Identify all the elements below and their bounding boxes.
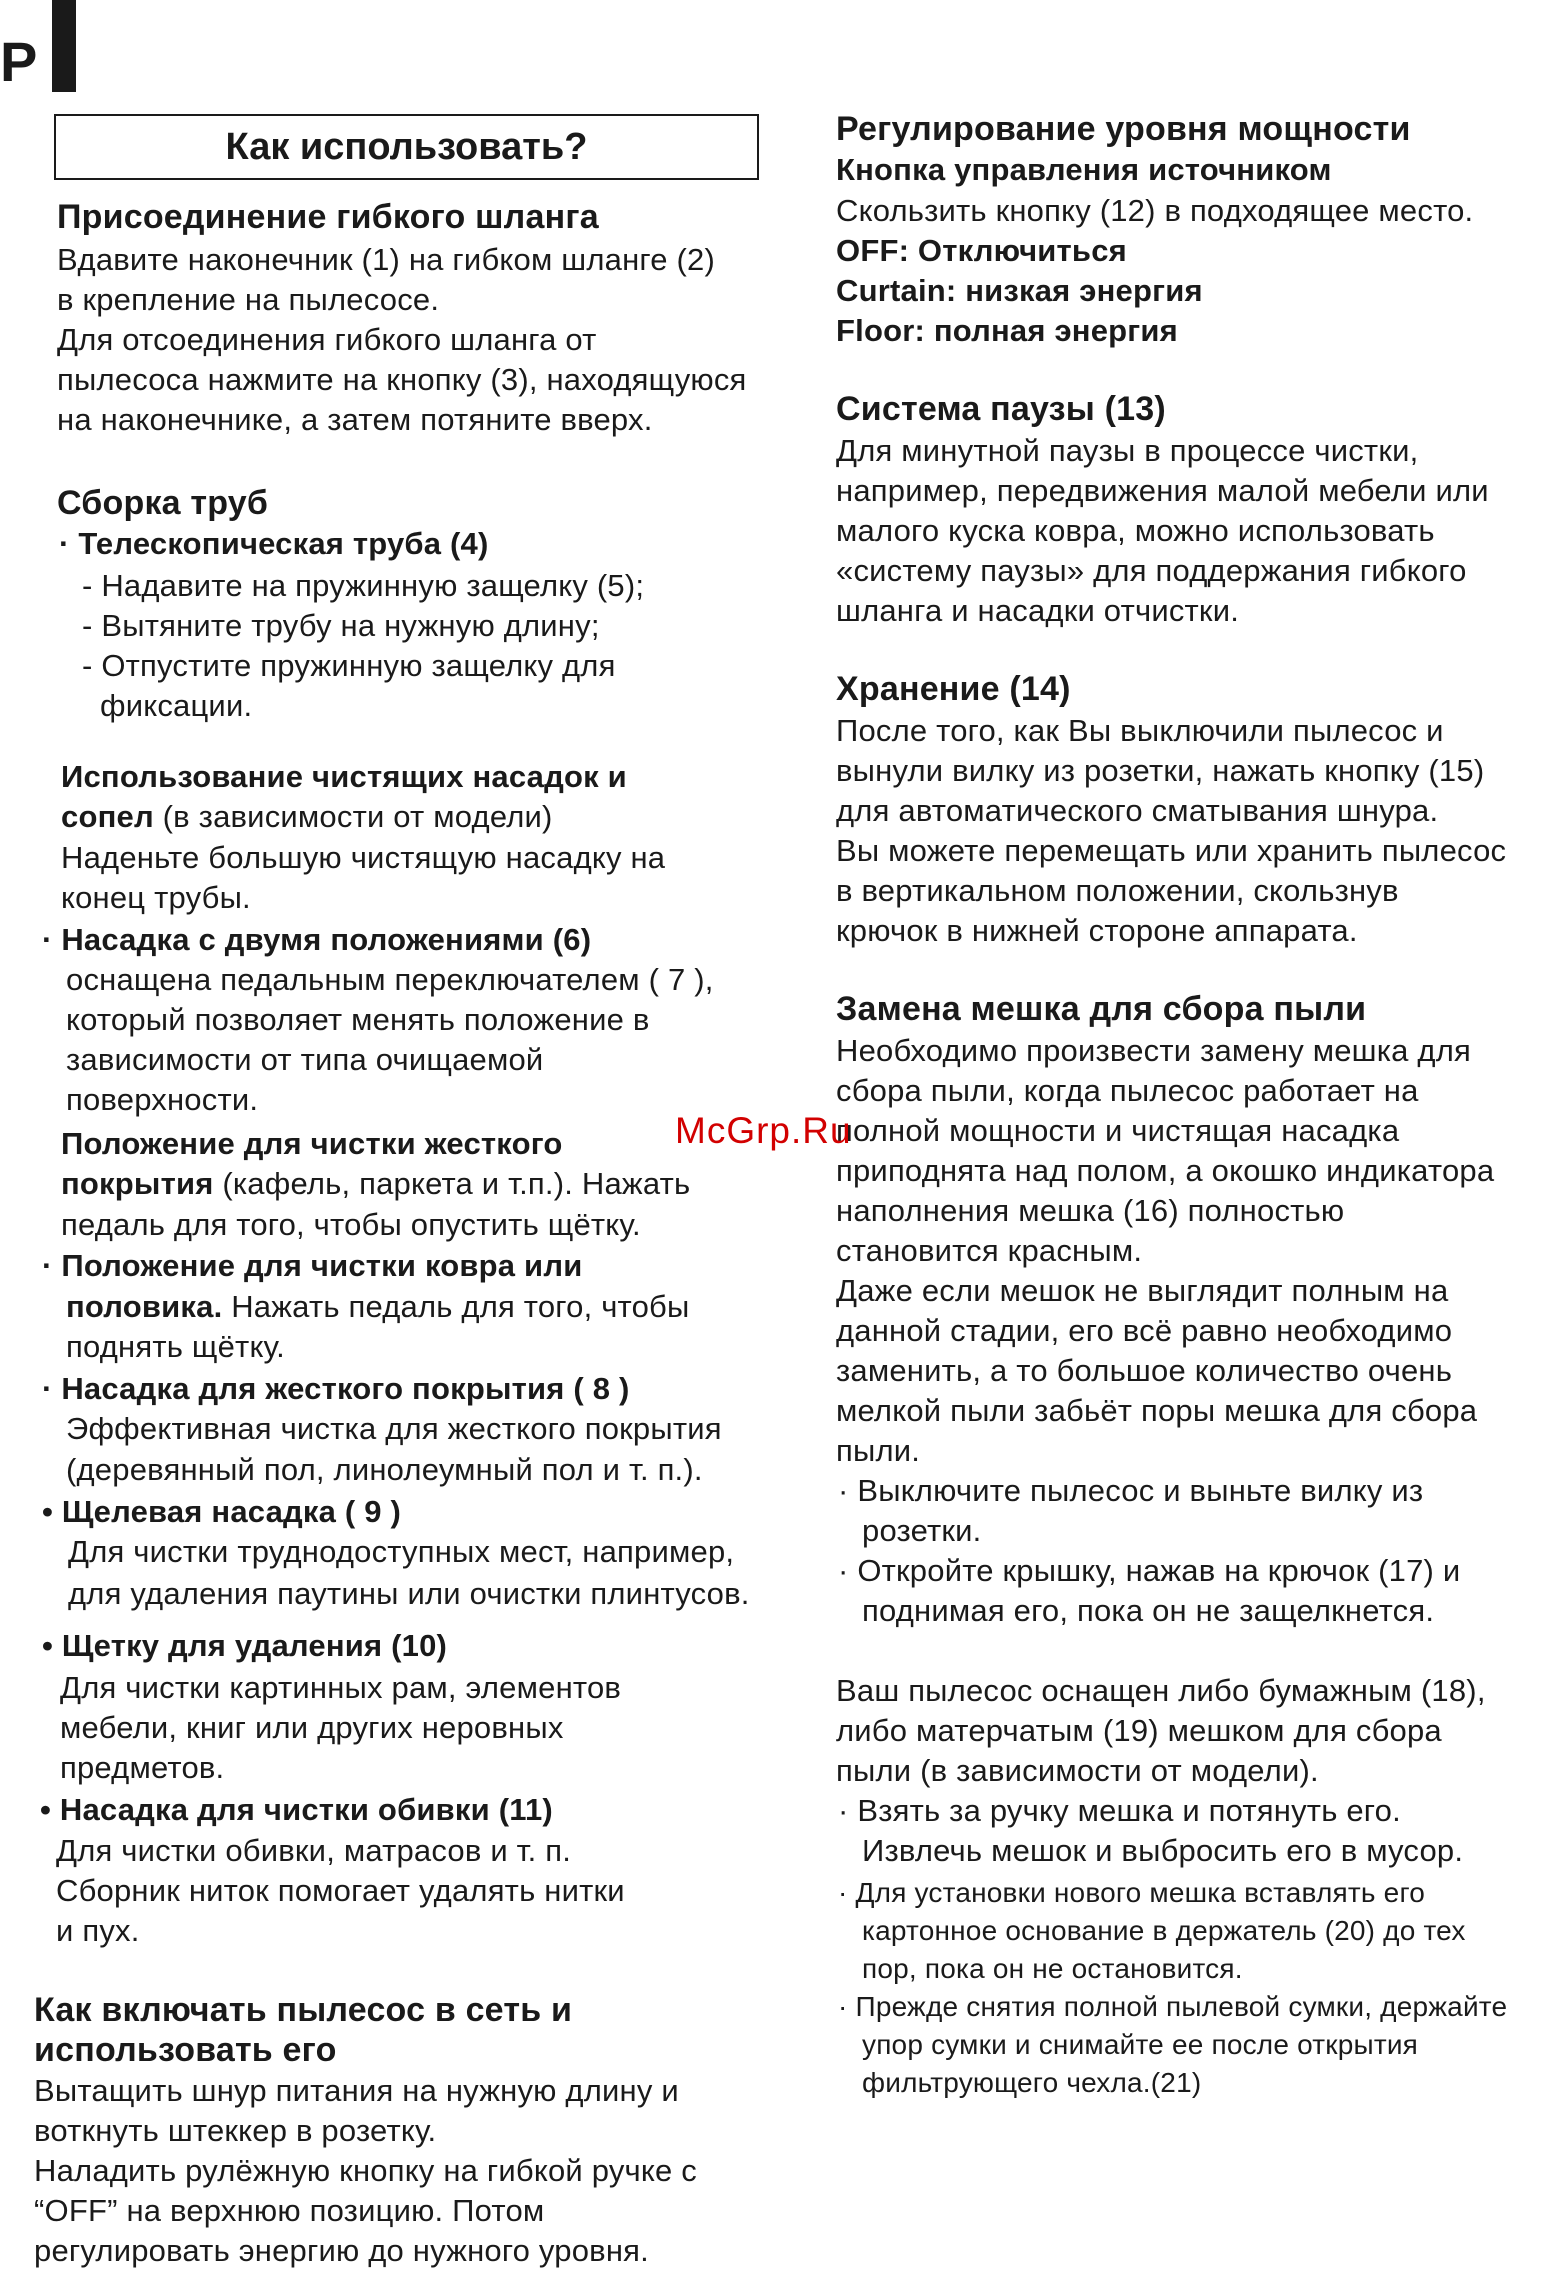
nozzles-heading-line: [61, 797, 553, 837]
power-on-line: регулировать энергию до нужного уровня.: [34, 2233, 649, 2268]
pause-line: малого куска ковра, можно использовать: [836, 513, 1435, 548]
bag-line: данной стадии, его всё равно необходимо: [836, 1313, 1453, 1348]
bag-line: Необходимо произвести замену мешка для: [836, 1033, 1471, 1068]
hard-floor-position-text: педаль для того, чтобы опустить щётку.: [61, 1207, 641, 1242]
bag-bullet: · Откройте крышку, нажав на крючок (17) и: [838, 1553, 1461, 1588]
bag-bullet: · Выключите пылесос и выньте вилку из: [838, 1473, 1424, 1508]
pause-line: «систему паузы» для поддержания гибкого: [836, 553, 1467, 588]
power-level-heading: Регулирование уровня мощности: [836, 110, 1411, 148]
bag-line: сбора пыли, когда пылесос работает на: [836, 1073, 1419, 1108]
bag-type-bullet: · Прежде снятия полной пылевой сумки, держайте: [838, 1991, 1508, 2022]
power-on-line: “OFF” на верхнюю позицию. Потом: [34, 2193, 545, 2228]
bag-type-bullet: · Взять за ручку мешка и потянуть его.: [838, 1793, 1401, 1828]
power-on-heading: использовать его: [34, 2031, 337, 2069]
hard-floor-nozzle-heading: · Насадка для жесткого покрытия ( 8 ): [42, 1371, 630, 1406]
bag-line: пыли.: [836, 1433, 921, 1468]
hard-floor-nozzle-line: (деревянный пол, линолеумный пол и т. п.).: [66, 1452, 703, 1487]
crevice-line: для удаления паутины или очистки плинтусов.: [68, 1576, 750, 1611]
hose-line: Вдавите наконечник (1) на гибком шланге (2): [57, 242, 715, 277]
power-mode: OFF: Отключиться: [836, 233, 1127, 268]
bag-type-line: Ваш пылесос оснащен либо бумажным (18),: [836, 1673, 1486, 1708]
bag-bullet: розетки.: [862, 1513, 982, 1548]
storage-line: крючок в нижней стороне аппарата.: [836, 913, 1358, 948]
two-position-nozzle-heading: · Насадка с двумя положениями (6): [42, 922, 592, 957]
storage-line: в вертикальном положении, скользнув: [836, 873, 1399, 908]
tubes-line: - Вытяните трубу на нужную длину;: [82, 608, 600, 643]
carpet-position-bold: половика.: [66, 1289, 223, 1324]
bag-type-line: пыли (в зависимости от модели).: [836, 1753, 1319, 1788]
tubes-line: фиксации.: [100, 688, 253, 723]
bag-replace-heading: Замена мешка для сбора пыли: [836, 990, 1367, 1028]
nozzles-line: конец трубы.: [61, 880, 251, 915]
storage-line: После того, как Вы выключили пылесос и: [836, 713, 1444, 748]
two-position-line: оснащена педальным переключателем ( 7 ),: [66, 962, 714, 997]
bag-type-bullet: фильтрующего чехла.(21): [862, 2067, 1202, 2098]
bag-line: наполнения мешка (16) полностью: [836, 1193, 1345, 1228]
two-position-line: зависимости от типа очищаемой: [66, 1042, 544, 1077]
carpet-position-heading: · Положение для чистки ковра или: [42, 1248, 583, 1283]
storage-line: вынули вилку из розетки, нажать кнопку (15): [836, 753, 1485, 788]
upholstery-line: Сборник ниток помогает удалять нитки: [56, 1873, 625, 1908]
power-mode: Curtain: низкая энергия: [836, 273, 1203, 308]
upholstery-line: и пух.: [56, 1913, 140, 1948]
tubes-heading: Сборка труб: [57, 484, 269, 522]
pause-heading: Система паузы (13): [836, 390, 1166, 428]
power-on-line: воткнуть штеккер в розетку.: [34, 2113, 437, 2148]
carpet-position-line: [66, 1287, 689, 1327]
hose-line: Для отсоединения гибкого шланга от: [57, 322, 597, 357]
hose-line: на наконечнике, а затем потяните вверх.: [57, 402, 653, 437]
bag-line: заменить, а то большое количество очень: [836, 1353, 1453, 1388]
power-on-line: Вытащить шнур питания на нужную длину и: [34, 2073, 679, 2108]
tubes-item: · Телескопическая труба (4): [59, 526, 489, 561]
dust-brush-heading: • Щетку для удаления (10): [42, 1628, 448, 1663]
hose-line: пылесоса нажмите на кнопку (3), находящуюся: [57, 362, 747, 397]
bag-type-line: либо матерчатым (19) мешком для сбора: [836, 1713, 1442, 1748]
crevice-nozzle-heading: • Щелевая насадка ( 9 ): [42, 1494, 401, 1529]
page-title: Как использовать?: [54, 114, 759, 180]
storage-line: для автоматического сматывания шнура.: [836, 793, 1439, 828]
power-on-heading: Как включать пылесос в сеть и: [34, 1991, 573, 2029]
hose-heading: Присоединение гибкого шланга: [57, 198, 599, 236]
watermark: McGrp.Ru: [675, 1110, 852, 1151]
two-position-line: который позволяет менять положение в: [66, 1002, 650, 1037]
upholstery-heading: • Насадка для чистки обивки (11): [40, 1792, 553, 1827]
upholstery-line: Для чистки обивки, матрасов и т. п.: [56, 1833, 572, 1868]
hard-floor-position-bold: покрытия: [61, 1166, 214, 1201]
power-level-sub: Кнопка управления источником: [836, 152, 1332, 187]
bag-line: Даже если мешок не выглядит полным на: [836, 1273, 1449, 1308]
two-position-line: поверхности.: [66, 1082, 259, 1117]
dust-brush-line: Для чистки картинных рам, элементов: [60, 1670, 622, 1705]
hard-floor-position-heading: Положение для чистки жесткого: [61, 1126, 563, 1161]
bag-line: становится красным.: [836, 1233, 1143, 1268]
nozzles-heading: Использование чистящих насадок и: [61, 759, 627, 794]
bag-line: приподнята над полом, а окошко индикатора: [836, 1153, 1495, 1188]
bag-type-bullet: Извлечь мешок и выбросить его в мусор.: [862, 1833, 1464, 1868]
tubes-line: - Отпустите пружинную защелку для: [82, 648, 616, 683]
bag-line: полной мощности и чистящая насадка: [836, 1113, 1400, 1148]
nozzles-heading-bold: сопел: [61, 799, 154, 834]
hard-floor-position-rest: (кафель, паркета и т.п.). Нажать: [213, 1166, 691, 1201]
carpet-position-rest: Нажать педаль для того, чтобы: [222, 1289, 690, 1324]
power-mode: Floor: полная энергия: [836, 313, 1178, 348]
dust-brush-line: мебели, книг или других неровных: [60, 1710, 564, 1745]
bag-line: мелкой пыли забьёт поры мешка для сбора: [836, 1393, 1478, 1428]
pause-line: шланга и насадки отчистки.: [836, 593, 1240, 628]
bag-type-bullet: картонное основание в держатель (20) до тех: [862, 1915, 1466, 1946]
pause-line: Для минутной паузы в процессе чистки,: [836, 433, 1419, 468]
tubes-line: - Надавите на пружинную защелку (5);: [82, 568, 645, 603]
pause-line: например, передвижения малой мебели или: [836, 473, 1489, 508]
hard-floor-position-line: [61, 1164, 690, 1204]
storage-line: Вы можете перемещать или хранить пылесос: [836, 833, 1507, 868]
hose-line: в крепление на пылесосе.: [57, 282, 440, 317]
hard-floor-nozzle-line: Эффективная чистка для жесткого покрытия: [66, 1411, 722, 1446]
power-on-line: Наладить рулёжную кнопку на гибкой ручке с: [34, 2153, 697, 2188]
header-bar: [52, 0, 76, 92]
power-level-line: Скользить кнопку (12) в подходящее место.: [836, 193, 1474, 228]
language-marker: P: [0, 30, 38, 93]
carpet-position-text: поднять щётку.: [66, 1329, 285, 1364]
bag-bullet: поднимая его, пока он не защелкнется.: [862, 1593, 1435, 1628]
nozzles-heading-note: (в зависимости от модели): [153, 799, 553, 834]
bag-type-bullet: · Для установки нового мешка вставлять его: [838, 1877, 1426, 1908]
dust-brush-line: предметов.: [60, 1750, 225, 1785]
bag-type-bullet: пор, пока он не остановится.: [862, 1953, 1243, 1984]
bag-type-bullet: упор сумки и снимайте ее после открытия: [862, 2029, 1419, 2060]
nozzles-line: Наденьте большую чистящую насадку на: [61, 840, 666, 875]
crevice-line: Для чистки труднодоступных мест, например,: [68, 1534, 735, 1569]
storage-heading: Хранение (14): [836, 670, 1071, 708]
